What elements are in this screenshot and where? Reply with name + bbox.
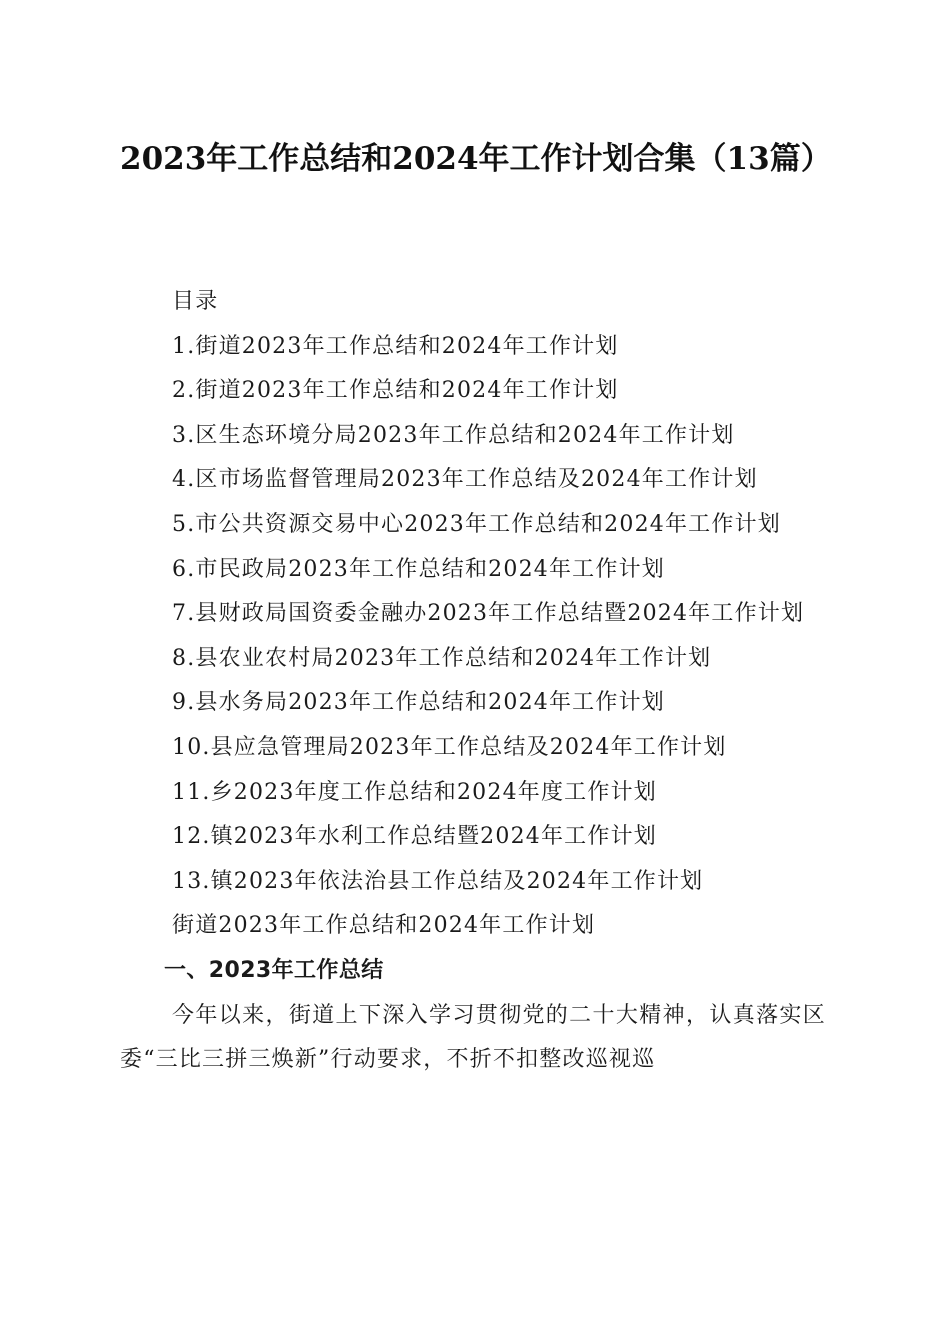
toc-item-8[interactable]: 8.县农业农村局2023年工作总结和2024年工作计划: [172, 645, 712, 671]
toc-item-5[interactable]: 5.市公共资源交易中心2023年工作总结和2024年工作计划: [172, 511, 781, 537]
toc-item-7[interactable]: 7.县财政局国资委金融办2023年工作总结暨2024年工作计划: [172, 601, 805, 627]
document-title: 2023年工作总结和2024年工作计划合集（13篇）: [120, 141, 832, 177]
toc-heading: 目录: [172, 289, 219, 314]
toc-item-10[interactable]: 10.县应急管理局2023年工作总结及2024年工作计划: [172, 734, 727, 760]
toc-item-12[interactable]: 12.镇2023年水利工作总结暨2024年工作计划: [172, 824, 657, 850]
toc-item-4[interactable]: 4.区市场监督管理局2023年工作总结及2024年工作计划: [172, 467, 758, 493]
document-body: [120, 280, 826, 1083]
body-paragraph: 今年以来，街道上下深入学习贯彻党的二十大精神，认真落实区委“三比三拼三焕新”行动要求，不折不扣整改巡视巡: [120, 1002, 826, 1073]
toc-item-6[interactable]: 6.市民政局2023年工作总结和2024年工作计划: [172, 556, 665, 582]
table-of-contents: [120, 325, 826, 905]
article-title: 街道2023年工作总结和2024年工作计划: [172, 913, 596, 939]
toc-item-11[interactable]: 11.乡2023年度工作总结和2024年度工作计划: [172, 779, 657, 805]
toc-item-13[interactable]: 13.镇2023年依法治县工作总结及2024年工作计划: [172, 868, 704, 894]
section-heading: 一、2023年工作总结: [164, 957, 384, 983]
toc-item-9[interactable]: 9.县水务局2023年工作总结和2024年工作计划: [172, 690, 665, 716]
toc-item-1[interactable]: 1.街道2023年工作总结和2024年工作计划: [172, 333, 619, 359]
toc-item-2[interactable]: 2.街道2023年工作总结和2024年工作计划: [172, 378, 619, 404]
toc-item-3[interactable]: 3.区生态环境分局2023年工作总结和2024年工作计划: [172, 422, 735, 448]
